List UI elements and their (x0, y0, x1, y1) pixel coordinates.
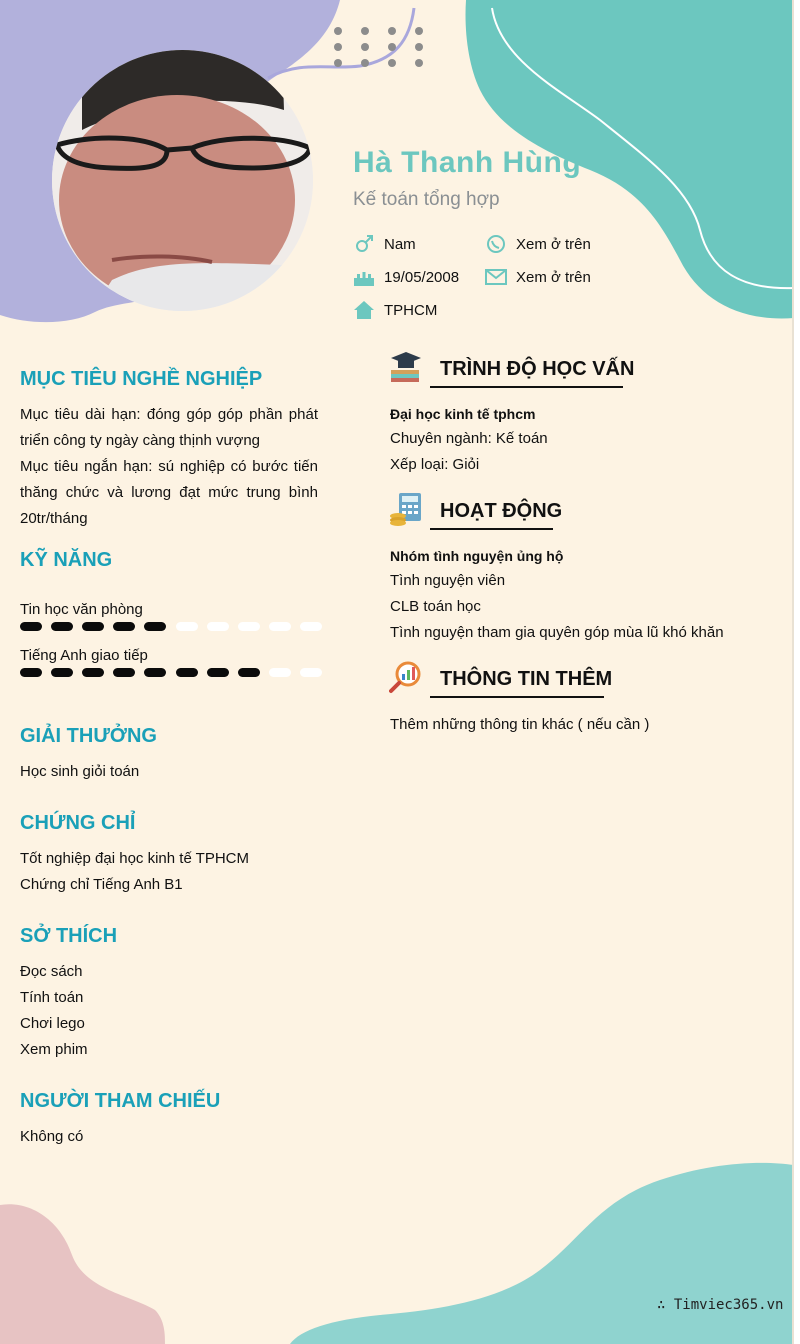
hobby-item: Tính toán (20, 989, 84, 1006)
activities-underline (430, 528, 553, 530)
additional-underline (430, 696, 604, 698)
education-school: Đại học kinh tế tphcm (390, 406, 536, 422)
gender-icon (353, 233, 375, 255)
skill-level-bar (20, 622, 322, 634)
education-heading: TRÌNH ĐỘ HỌC VẤN (440, 358, 635, 380)
email-row (485, 266, 591, 288)
hobby-item: Chơi lego (20, 1015, 85, 1032)
skill-dash-filled (144, 668, 166, 677)
skill-dash-empty (176, 622, 198, 631)
skill-dash-filled (20, 668, 42, 677)
additional-heading: THÔNG TIN THÊM (440, 668, 613, 690)
skill-dash-filled (113, 622, 135, 631)
certificate-item: Tốt nghiệp đại học kinh tế TPHCM (20, 850, 250, 867)
objective-short-term: Mục tiêu ngắn hạn: sú nghiệp có bước tiến thăng chức và lương đạt mức trung bình 20tr/tháng (20, 458, 318, 527)
objective-heading: MỤC TIÊU NGHỀ NGHIỆP (20, 368, 263, 390)
cake-icon (353, 266, 375, 288)
education-rank: Xếp loại: Giỏi (390, 456, 480, 473)
birthday-value: 19/05/2008 (384, 268, 460, 286)
skill-dash-filled (113, 668, 135, 677)
skill-dash-filled (176, 668, 198, 677)
skill-dash-filled (144, 622, 166, 631)
skills-heading: KỸ NĂNG (20, 549, 113, 571)
skill-dash-filled (82, 668, 104, 677)
hobbies-heading: SỞ THÍCH (20, 925, 118, 947)
additional-text: Thêm những thông tin khác ( nếu cần ) (390, 716, 650, 733)
graduation-cap-icon (389, 350, 423, 384)
objective-long-term: Mục tiêu dài hạn: đóng góp góp phần phát triển công ty ngày càng thịnh vượng (20, 406, 318, 449)
reference-item: Không có (20, 1128, 84, 1145)
education-major: Chuyên ngành: Kế toán (390, 430, 548, 447)
skill-dash-empty (269, 622, 291, 631)
skill-name: Tin học văn phòng (20, 601, 143, 618)
email-value: Xem ở trên (516, 268, 591, 286)
avatar (52, 50, 313, 311)
address-row (353, 299, 437, 321)
home-icon (353, 299, 375, 321)
skill-dash-filled (82, 622, 104, 631)
skill-dash-filled (20, 622, 42, 631)
activities-heading: HOẠT ĐỘNG (440, 500, 563, 522)
skill-dash-empty (300, 622, 322, 631)
skill-dash-filled (207, 668, 229, 677)
skill-name: Tiếng Anh giao tiếp (20, 647, 148, 664)
gender-value: Nam (384, 235, 416, 253)
activity-item: Tình nguyện tham gia quyên góp mùa lũ khó khăn (390, 624, 724, 641)
gender-row (353, 233, 416, 255)
education-underline (430, 386, 623, 388)
activity-item: CLB toán học (390, 598, 481, 615)
birthday-row (353, 266, 459, 288)
job-title: Kế toán tổng hợp (353, 189, 500, 210)
brand-watermark: ∴ Timviec365.vn (657, 1297, 784, 1313)
hobby-item: Đọc sách (20, 963, 83, 980)
certificate-item: Chứng chỉ Tiếng Anh B1 (20, 876, 183, 893)
skill-dash-empty (207, 622, 229, 631)
awards-heading: GIẢI THƯỞNG (20, 725, 157, 747)
mail-icon (485, 266, 507, 288)
phone-value: Xem ở trên (516, 235, 591, 253)
magnifier-chart-icon (389, 660, 423, 694)
activities-group: Nhóm tình nguyện ủng hộ (390, 548, 564, 564)
candidate-name: Hà Thanh Hùng (353, 146, 582, 179)
skill-level-bar (20, 668, 322, 680)
phone-icon (485, 233, 507, 255)
address-value: TPHCM (384, 301, 438, 319)
certificates-heading: CHỨNG CHỈ (20, 812, 136, 834)
skill-dash-empty (269, 668, 291, 677)
activity-item: Tình nguyện viên (390, 572, 506, 589)
phone-row (485, 233, 591, 255)
skill-dash-filled (238, 668, 260, 677)
calculator-icon (389, 492, 423, 526)
award-item: Học sinh giỏi toán (20, 763, 140, 780)
references-heading: NGƯỜI THAM CHIẾU (20, 1090, 221, 1112)
skill-dash-filled (51, 622, 73, 631)
hobby-item: Xem phim (20, 1041, 88, 1058)
skill-dash-empty (238, 622, 260, 631)
skill-dash-filled (51, 668, 73, 677)
skill-dash-empty (300, 668, 322, 677)
